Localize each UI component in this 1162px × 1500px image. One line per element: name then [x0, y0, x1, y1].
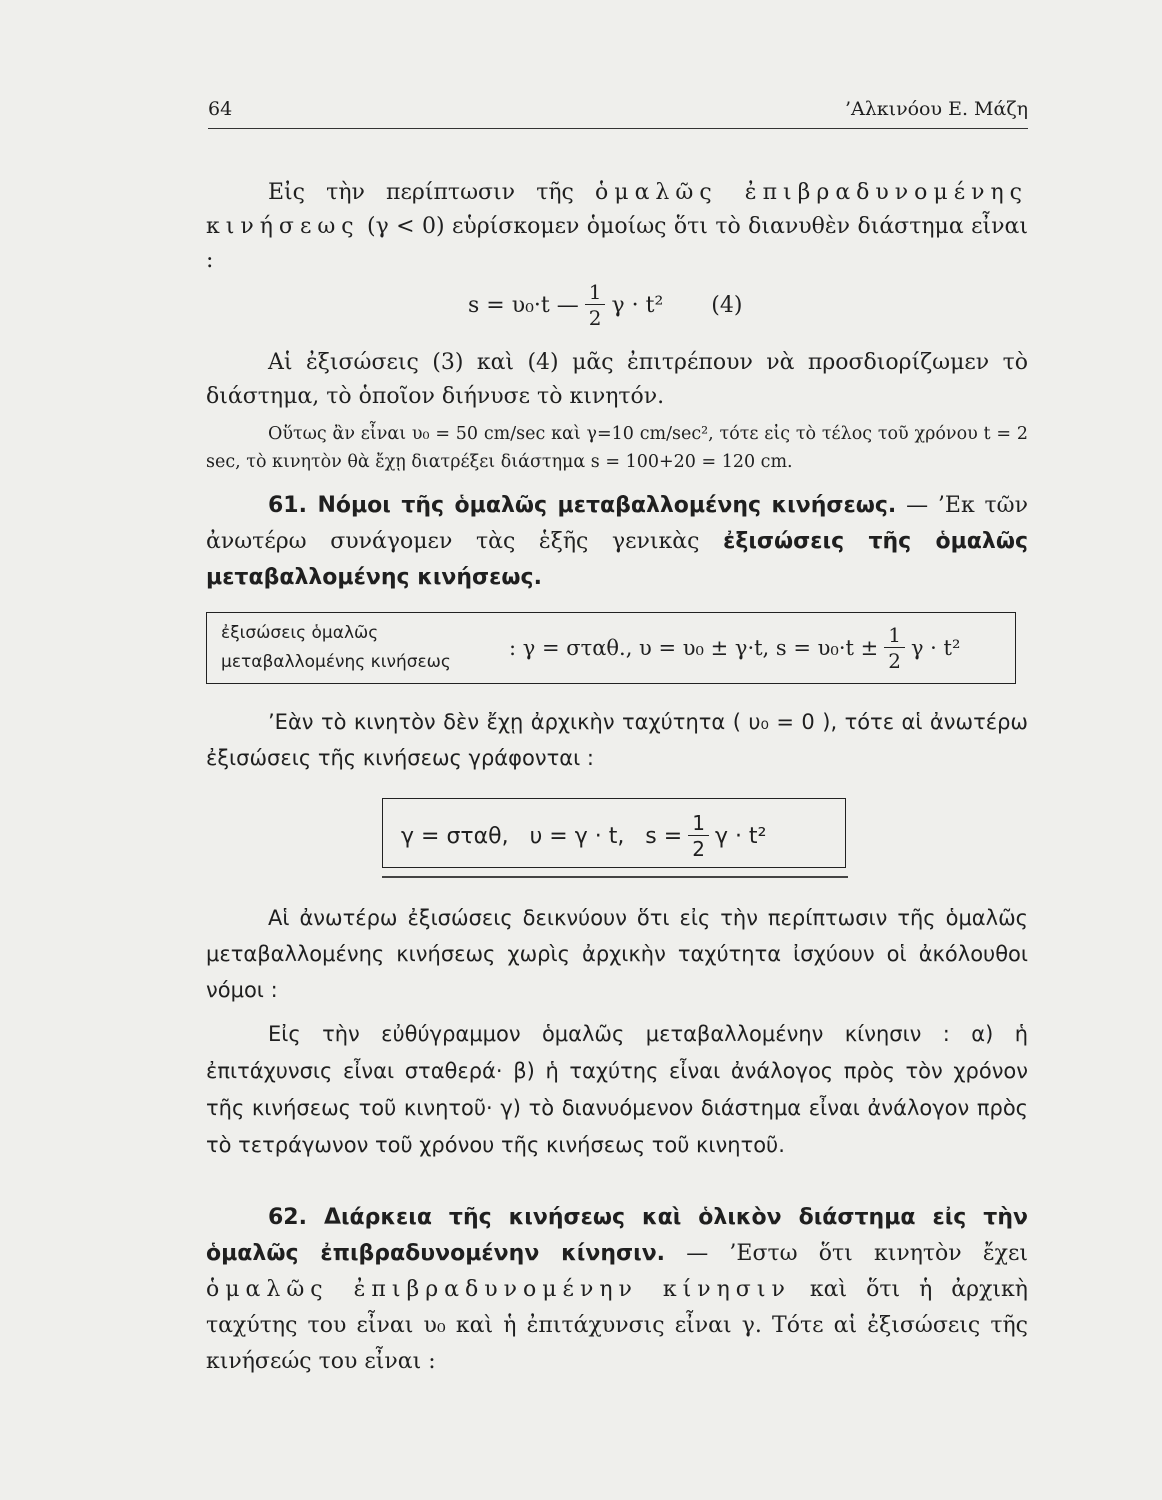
- text: (γ < 0) εὑρίσκομεν ὁμοίως ὅτι τὸ διανυθὲν διάστημα εἶναι :: [206, 214, 1028, 273]
- equation-lhs: s = υ₀·t —: [468, 292, 579, 318]
- text: καὶ ὅτι ἡ ἀρχικὴ ταχύτης του εἶναι υ₀ καὶ ἡ ἐπιτάχυνσις εἶναι γ. Τότε αἱ ἐξισώσεις τῆς κινήσεώς του εἶναι :: [206, 1277, 1028, 1374]
- spaced-text: ὁμαλῶς ἐπιβραδυνομένης: [595, 180, 1028, 205]
- fraction-numerator: 1: [884, 625, 905, 648]
- paragraph-laws: [206, 1016, 1028, 1164]
- text: — ’Εστω ὅτι κινητὸν ἔχει: [686, 1241, 1029, 1266]
- text: Αἱ ἀνωτέρω ἐξισώσεις δεικνύουν ὅτι εἰς τὴν περίπτωσιν τῆς ὁμαλῶς μεταβαλλομένης κινήσεως χωρὶς ἀρχικὴν ταχύτητα ἰσχύουν οἱ ἀκόλουθοι νόμοι :: [206, 906, 1028, 1002]
- fraction: [585, 282, 606, 328]
- paragraph-laws-intro: [206, 900, 1028, 1008]
- section-heading: 61. Νόμοι τῆς ὁμαλῶς μεταβαλλομένης κινήσεως.: [268, 493, 897, 518]
- text: Οὕτως ἂν εἶναι υ₀ = 50 cm/sec καὶ γ=10 cm/sec², τότε εἰς τὸ τέλος τοῦ χρόνου t = 2 sec, τὸ κινητὸν θὰ ἔχῃ διατρέξει διάστημα s = 100+20 = 120 cm.: [206, 424, 1028, 472]
- equation-part: : γ = σταθ., υ = υ₀ ± γ·t, s = υ₀·t ±: [509, 636, 879, 660]
- running-header: [208, 98, 1028, 128]
- text: Αἱ ἐξισώσεις (3) καὶ (4) μᾶς ἐπιτρέπουν νὰ προσδιορίζωμεν τὸ διάστημα, τὸ ὁποῖον διήνυσε τὸ κινητόν.: [206, 350, 1028, 409]
- section-62: [206, 1200, 1028, 1380]
- fraction-denominator: 2: [588, 306, 602, 330]
- fraction-denominator: 2: [888, 649, 901, 673]
- section-61: [206, 488, 1028, 596]
- page-number: 64: [208, 98, 233, 120]
- equation-label: (4): [711, 292, 743, 318]
- equation-rhs: γ · t²: [611, 292, 664, 318]
- header-rule: [208, 128, 1028, 129]
- fraction: [688, 813, 709, 859]
- text: ’Εὰν τὸ κινητὸν δὲν ἔχῃ ἀρχικὴν ταχύτητα ( υ₀ = 0 ), τότε αἱ ἀνωτέρω ἐξισώσεις τῆς κινήσεως γράφονται :: [206, 710, 1028, 770]
- box-label: ἐξισώσεις ὁμαλῶς μεταβαλλομένης κινήσεως: [221, 623, 451, 672]
- running-author: ’Αλκινόου Ε. Μάζη: [844, 98, 1028, 120]
- spaced-text: κινήσεως: [206, 214, 360, 239]
- equation-part: γ · t²: [910, 636, 961, 660]
- paragraph-decelerated-case: [206, 176, 1028, 278]
- fraction-numerator: 1: [585, 282, 606, 305]
- box-equations: [401, 813, 766, 859]
- text: — ’Εκ τῶν ἀνωτέρω συνάγομεν τὰς ἑξῆς γενικὰς: [206, 493, 1028, 554]
- text: Εἰς τὴν περίπτωσιν τῆς: [268, 180, 574, 205]
- section-heading: 62. Διάρκεια τῆς κινήσεως καὶ ὁλικὸν διάστημα εἰς τὴν ὁμαλῶς ἐπιβραδυνομένην κίνησιν.: [206, 1205, 1028, 1266]
- paragraph-example: [206, 420, 1028, 476]
- paragraph-equations-3-4: [206, 346, 1028, 414]
- box-underline: [382, 876, 848, 878]
- fraction: [884, 625, 905, 671]
- box-equations: [509, 625, 960, 671]
- paragraph-zero-initial-velocity: [206, 704, 1028, 776]
- text: Εἰς τὴν εὐθύγραμμον ὁμαλῶς μεταβαλλομένην κίνησιν : α) ἡ ἐπιτάχυνσις εἶναι σταθερά· β) ἡ ταχύτης εἶναι ἀνάλογος πρὸς τὸν χρόνον τῆς κινήσεως τοῦ κινητοῦ· γ) τὸ διανυόμενον διάστημα εἶναι ἀνάλογον πρὸς τὸ τετράγωνον τοῦ χρόνου τῆς κινήσεως τοῦ κινητοῦ.: [206, 1022, 1028, 1157]
- equation-part: γ = σταθ, υ = γ · t, s =: [401, 823, 683, 849]
- equations-box-general: [206, 612, 1016, 684]
- equations-box-zero-velocity: [382, 798, 846, 868]
- fraction-numerator: 1: [688, 813, 709, 836]
- bold-text: ἐξισώσεις τῆς ὁμαλῶς μεταβαλλομένης κινήσεως.: [206, 529, 1028, 590]
- equation-4: [468, 282, 742, 328]
- fraction-denominator: 2: [692, 837, 705, 861]
- spaced-text: ὁμαλῶς ἐπιβραδυνομένην κίνησιν: [206, 1277, 791, 1302]
- equation-part: γ · t²: [714, 823, 767, 849]
